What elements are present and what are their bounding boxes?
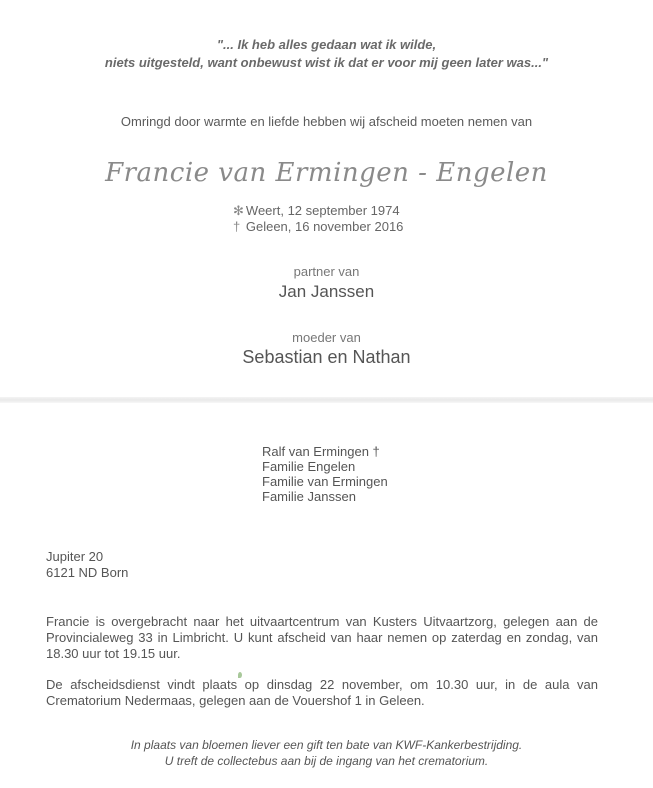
- card-fold-divider: [0, 397, 653, 403]
- quote: [0, 36, 653, 72]
- family-member: Familie van Ermingen: [262, 474, 388, 489]
- service-info-paragraph: De afscheidsdienst vindt plaats op dinsdag 22 november, om 10.30 uur, in de aula van Crematorium Nedermaas, gelegen aan de Vouershof 1 in Geleen.: [46, 677, 598, 708]
- closing-line-2: U treft de collectebus aan bij de ingang van het crematorium.: [164, 754, 489, 768]
- partner-label: partner van: [293, 264, 360, 279]
- quote-line-2: niets uitgesteld, want onbewust wist ik dat er voor mij geen later was...": [104, 55, 549, 70]
- children-names: Sebastian en Nathan: [242, 347, 411, 367]
- life-dates: [233, 203, 403, 235]
- birth-star-icon: ✻: [233, 203, 244, 218]
- quote-line-1: "... Ik heb alles gedaan wat ik wilde,: [216, 37, 437, 52]
- deceased-name: Francie van Ermingen - Engelen: [105, 158, 548, 188]
- address-city: 6121 ND Born: [46, 565, 129, 580]
- death-text: Geleen, 16 november 2016: [245, 219, 404, 234]
- birth-text: Weert, 12 september 1974: [245, 203, 400, 218]
- family-member: Ralf van Ermingen †: [262, 444, 380, 459]
- partner-name: Jan Janssen: [278, 282, 375, 301]
- viewing-info-paragraph: Francie is overgebracht naar het uitvaartcentrum van Kusters Uitvaartzorg, gelegen aan de Provincialeweg 33 in Limbricht. U kunt afscheid van haar nemen op zaterdag en zondag, van 18.30 uur tot 19.15 uur.: [46, 614, 598, 661]
- death-line: [233, 219, 403, 235]
- correspondence-address: [46, 549, 128, 581]
- birth-line: [233, 203, 403, 219]
- address-street: Jupiter 20: [46, 549, 104, 564]
- closing-line-1: In plaats van bloemen liever een gift ten bate van KWF-Kankerbestrijding.: [130, 738, 523, 752]
- family-list: [262, 444, 388, 504]
- mother-label: moeder van: [292, 330, 361, 345]
- family-member: Familie Janssen: [262, 489, 356, 504]
- closing-note: [0, 737, 653, 769]
- intro-text: Omringd door warmte en liefde hebben wij afscheid moeten nemen van: [120, 114, 533, 129]
- death-cross-icon: †: [233, 219, 241, 234]
- family-member: Familie Engelen: [262, 459, 356, 474]
